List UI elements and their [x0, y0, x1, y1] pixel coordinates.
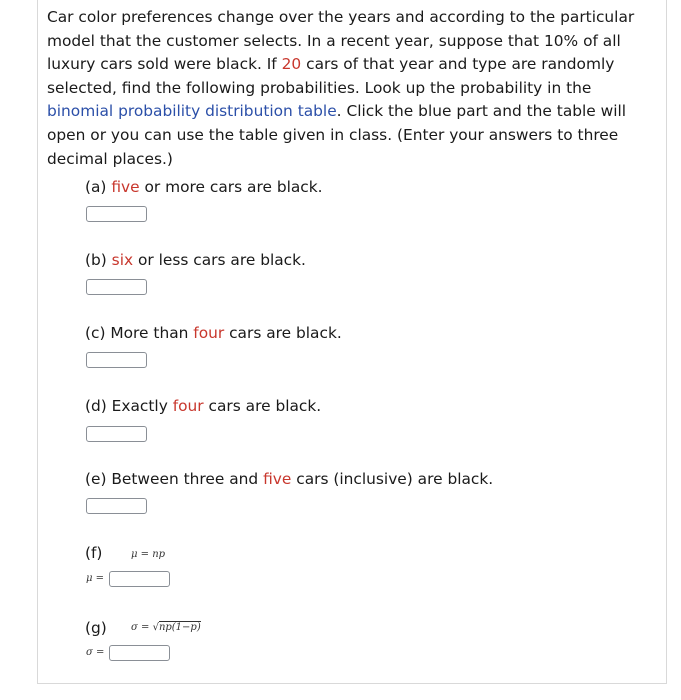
- answer-b-input[interactable]: [86, 279, 147, 295]
- highlight-value: five: [111, 178, 140, 196]
- question-a: (a) five or more cars are black.: [85, 178, 323, 196]
- question-g-label: (g): [85, 619, 107, 637]
- question-d: (d) Exactly four cars are black.: [85, 397, 322, 415]
- answer-c-input[interactable]: [86, 352, 147, 368]
- highlight-value: five: [263, 470, 292, 488]
- sd-input[interactable]: [109, 645, 170, 661]
- highlight-value: four: [193, 324, 225, 342]
- highlight-value: six: [111, 251, 134, 269]
- mean-input[interactable]: [109, 571, 170, 587]
- mu-symbol: μ =: [86, 573, 105, 584]
- sample-size: 20: [281, 55, 302, 74]
- question-f-label: (f): [85, 544, 103, 562]
- sd-formula: σ = √np(1−p): [131, 622, 201, 633]
- question-e: (e) Between three and five cars (inclusive) are black.: [85, 470, 494, 488]
- sigma-symbol: σ =: [86, 647, 105, 658]
- binomial-table-link[interactable]: binomial probability distribution table: [47, 102, 337, 121]
- sd-radicand: np(1−p): [158, 622, 201, 633]
- question-c: (c) More than four cars are black.: [85, 324, 342, 342]
- answer-e-input[interactable]: [86, 498, 147, 514]
- mean-formula: μ = np: [131, 549, 166, 560]
- question-b: (b) six or less cars are black.: [85, 251, 306, 269]
- intro-text-1: Car color preferences change over the years and according to the particular model that the customer selects. In a recent year, suppose that 10% of all luxury cars sold were black. If: [47, 8, 635, 74]
- answer-a-input[interactable]: [86, 206, 147, 222]
- highlight-value: four: [172, 397, 204, 415]
- sqrt-icon: √: [152, 622, 159, 633]
- problem-statement: [47, 6, 659, 171]
- answer-d-input[interactable]: [86, 426, 147, 442]
- intro-text-2: cars of that year and type are randomly selected, find the following probabilities. Look up the probability in the: [47, 55, 615, 97]
- intro-text-3: . Click the blue part and the table will open or you can use the table given in class. (Enter your answers to three decimal places.): [47, 102, 627, 168]
